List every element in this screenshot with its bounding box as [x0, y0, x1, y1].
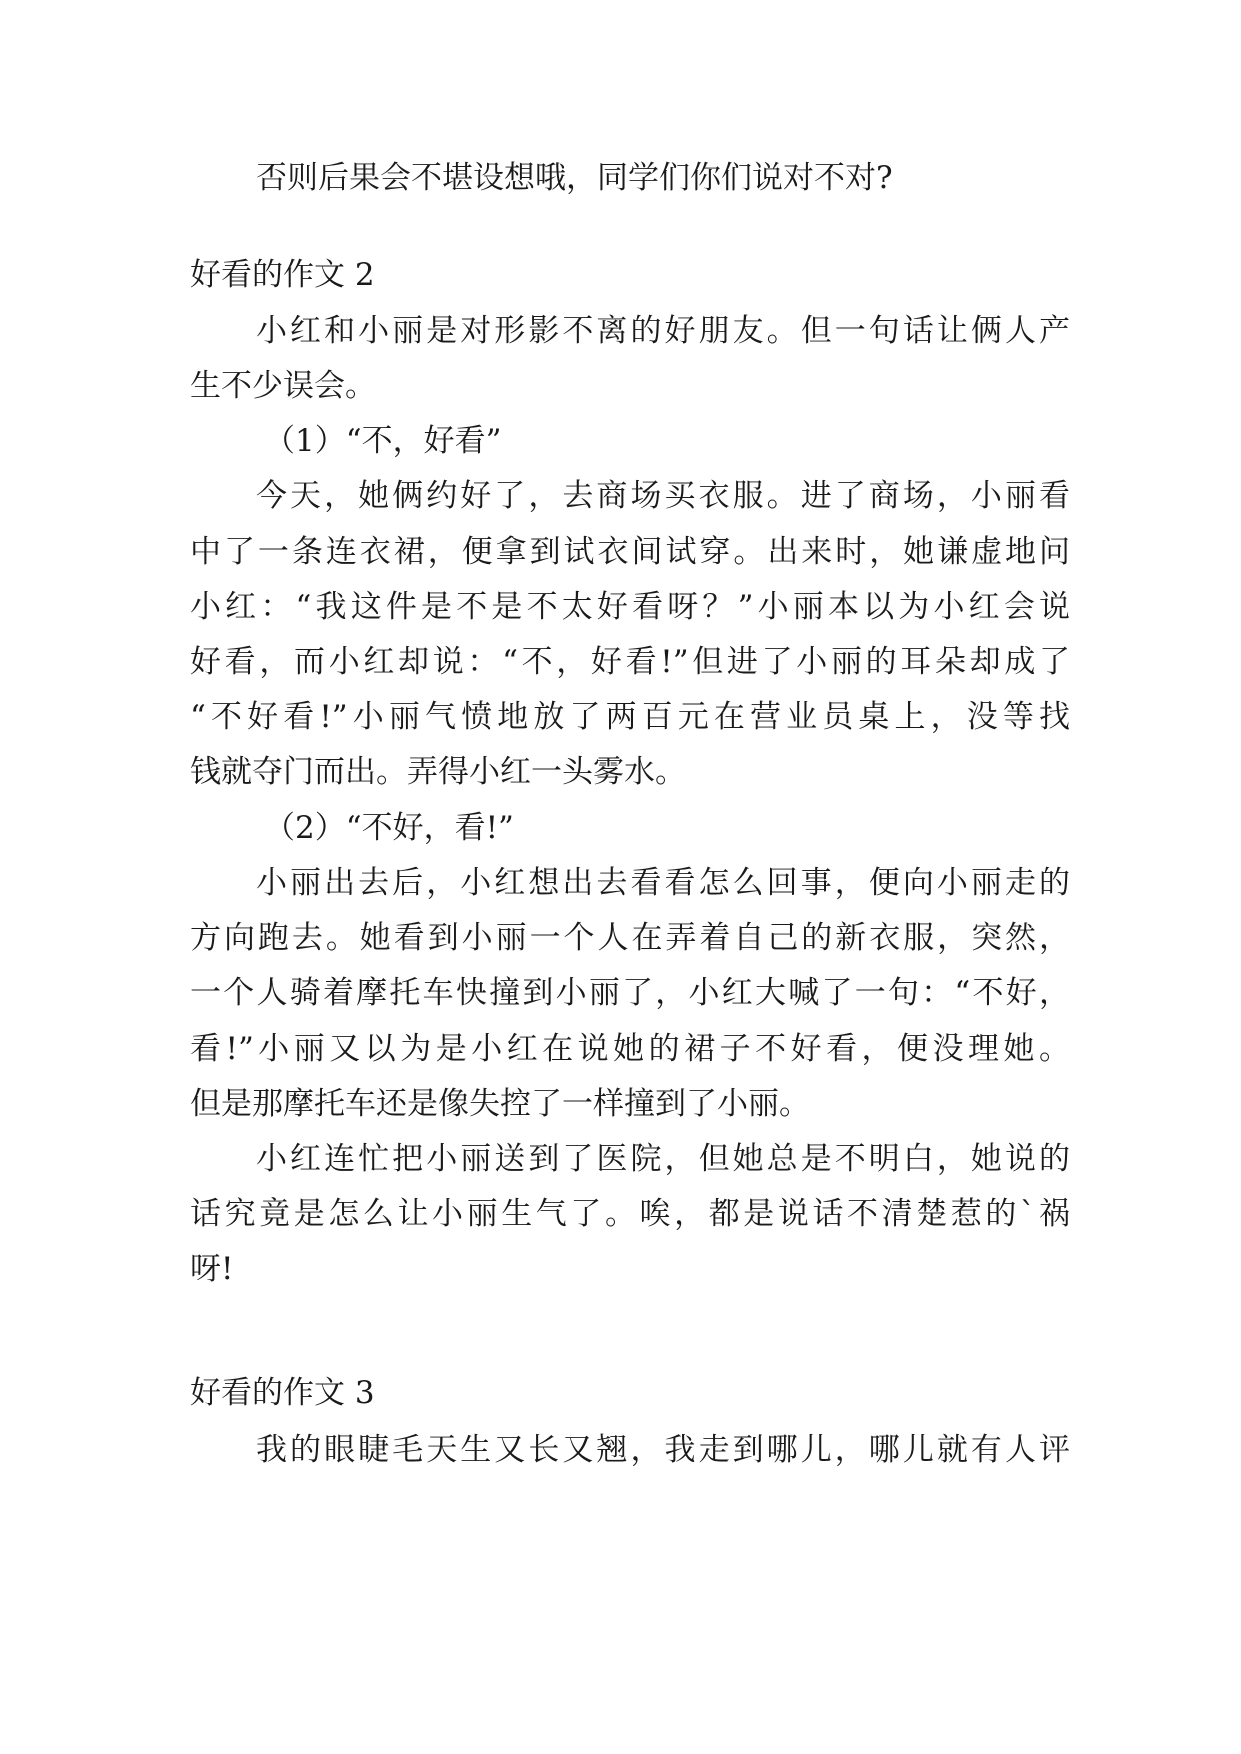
paragraph-line: 话究竟是怎么让小丽生气了。唉，都是说话不清楚惹的`祸: [190, 1196, 1070, 1232]
paragraph-line: 小红连忙把小丽送到了医院，但她总是不明白，她说的: [256, 1141, 1070, 1177]
section-heading: 好看的作文 2: [190, 257, 375, 293]
paragraph-line: 但是那摩托车还是像失控了一样撞到了小丽。: [190, 1086, 810, 1122]
paragraph-line: 小红和小丽是对形影不离的好朋友。但一句话让俩人产: [256, 313, 1070, 349]
paragraph-line: 我的眼睫毛天生又长又翘，我走到哪儿，哪儿就有人评: [256, 1432, 1070, 1468]
paragraph-line: 一个人骑着摩托车快撞到小丽了，小红大喊了一句：“不好，: [190, 975, 1070, 1011]
paragraph-line: 钱就夺门而出。弄得小红一头雾水。: [190, 754, 686, 790]
subheading: （2）“不好，看!”: [264, 810, 514, 846]
paragraph-line: 否则后果会不堪设想哦，同学们你们说对不对?: [256, 160, 893, 196]
paragraph-line: 中了一条连衣裙，便拿到试衣间试穿。出来时，她谦虚地问: [190, 534, 1070, 570]
paragraph-line: 小丽出去后，小红想出去看看怎么回事，便向小丽走的: [256, 865, 1070, 901]
paragraph-line: 今天，她俩约好了，去商场买衣服。进了商场，小丽看: [256, 478, 1070, 514]
paragraph-line: “不好看!”小丽气愤地放了两百元在营业员桌上，没等找: [190, 699, 1070, 735]
section-heading: 好看的作文 3: [190, 1375, 375, 1411]
paragraph-line: 看!”小丽又以为是小红在说她的裙子不好看，便没理她。: [190, 1031, 1070, 1067]
paragraph-line: 呀!: [190, 1251, 234, 1287]
paragraph-line: 方向跑去。她看到小丽一个人在弄着自己的新衣服，突然，: [190, 920, 1070, 956]
paragraph-line: 好看，而小红却说：“不，好看!”但进了小丽的耳朵却成了: [190, 644, 1070, 680]
paragraph-line: 生不少误会。: [190, 368, 376, 404]
paragraph-line: 小红：“我这件是不是不太好看呀？”小丽本以为小红会说: [190, 589, 1070, 625]
subheading: （1）“不，好看”: [264, 423, 502, 459]
